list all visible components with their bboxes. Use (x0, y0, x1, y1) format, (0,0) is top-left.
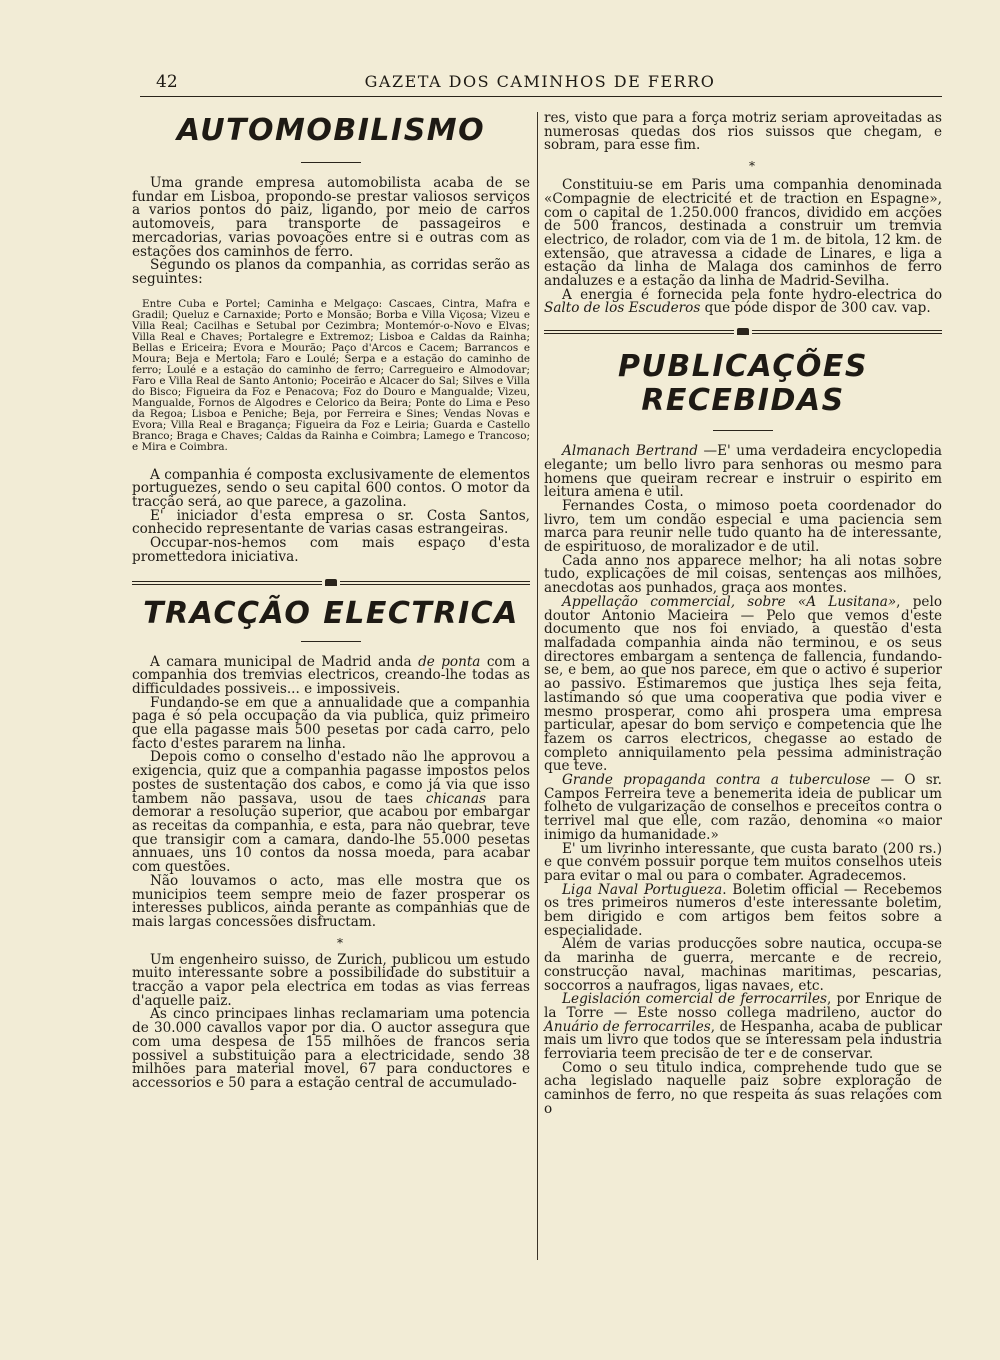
page-number: 42 (156, 72, 178, 92)
column-rule (537, 112, 538, 1260)
routes-list: Entre Cuba e Portel; Caminha e Melgaço: Cascaes, Cintra, Mafra e Gradil; Queluz e Carnaxide; Porto e Monsão; Borba e Villa Viçosa; Vizeu e Villa Real; Cacilhas e Setubal por Cezimbra; Montemór-o-Novo e Elvas; Villa Real e Chaves; Portalegre e Extremoz; Lisboa e Caldas da Rainha; Bellas e Ericeira; Evora e Mourão; Paço d'Arcos e Cacem; Barrancos e Moura; Beja e Mertola; Faro e Loulé; Serpa e a estação do caminho de ferro; Loulé e a estação do caminho de ferro; Carregueiro e Almodovar; Faro e Villa Real de Santo Antonio; Poceirão e Alcacer do Sal; Silves e Villa do Bisco; Figueira da Foz e Penacova; Foz do Douro e Mangualde; Vizeu, Mangualde, Fornos de Algodres e Celorico da Beira; Ponte do Lima e Peso da Regoa; Lisboa e Peniche; Beja, por Ferreira e Sines; Vendas Novas e Evora; Villa Real e Bragança; Figueira da Foz e Leiria; Guarda e Castello Branco; Braga e Chaves; Caldas da Rainha e Coimbra; Lamego e Trancoso; e Mira e Coimbra. (132, 297, 530, 453)
paragraph: Appellação commercial, sobre «A Lusitana», pelo doutor Antonio Macieira — Pelo que vemos d'este documento que nos foi enviado, a questão d'esta malfadada companhia ainda não terminou, e os seus directores embargam a sentença de fallencia, fundando-se, e bem, ao que nos parece, em que o activo é superior ao passivo. Estimaremos que justiça lhes seja feita, lastimando só que uma cooperativa que podia viver e mesmo prosperar, como ahi prospera uma empresa particular, apesar do bom serviço e competencia que lhe fazem os carros electricos, chegasse ao estado de completo anniquilamento pela pessima administração que teve. (544, 593, 943, 775)
publicacoes-section (544, 350, 942, 1116)
page-header (140, 72, 940, 98)
ornament-divider (132, 575, 530, 591)
section-star: * (749, 159, 755, 174)
section-title-automobilismo: AUTOMOBILISMO (176, 113, 486, 148)
paragraph: Não louvamos o acto, mas elle mostra que os municipios teem sempre meio de fazer prosperar os interesses publicos, ainda perante as companhias que de mais largas concessões disfructam. (132, 872, 530, 930)
title-rule (301, 641, 361, 642)
paragraph: A camara municipal de Madrid anda de ponta com a companhia dos tremvias electricos, creando-lhe todas as difficuldades possiveis... e impossiveis. (132, 653, 531, 697)
paragraph-continued: res, visto que para a força motriz seriam aproveitadas as numerosas quedas dos rios suissos que chegam, e sobram, para esse fim. (544, 110, 942, 154)
paragraph: E' um livrinho interessante, que custa barato (200 rs.) e que convém possuir porque tem muitos conselhos uteis para evitar o mal ou para o combater. Agradecemos. (544, 840, 942, 884)
ornament-divider (544, 324, 942, 340)
paragraph: Segundo os planos da companhia, as corridas serão as seguintes: (132, 257, 530, 287)
paragraph: Depois como o conselho d'estado não lhe approvou a exigencia, quiz que a companhia pagasse impostos pelos postes de sustentação dos cabos, e como já via que isso tambem não passava, usou de taes chicanas para demorar a resolução superior, que acabou por embargar as receitas da companhia, e esta, para não quebrar, teve que transigir com a camara, dando-lhe 55.000 pesetas annuaes, uns 10 contos da nossa moeda, para acabar com questões. (132, 749, 530, 876)
title-rule (713, 430, 773, 431)
paragraph: As cinco principaes linhas reclamariam uma potencia de 30.000 cavallos vapor por dia. O auctor assegura que com uma despesa de 155 milhões de francos seria possivel a substituição para a electricidade, sendo 38 milhões para material movel, 67 para conductores e accessorios e 50 para a estação central de accumulado- (132, 1006, 530, 1091)
paragraph: Além de varias producções sobre nautica, occupa-se da marinha de guerra, mercante e de recreio, construcção naval, machinas maritimas, pescarias, soccorros a naufragos, ligas navaes, etc. (544, 936, 942, 994)
right-column (544, 112, 942, 1117)
ornament-icon (734, 325, 752, 337)
paragraph: Legislación comercial de ferrocarriles, por Enrique de la Torre — Este nosso collega madrileno, auctor do Anuário de ferrocarriles, de Hespanha, acaba de publicar mais um livro que todos que se interessam pela industria ferroviaria teem precisão de ter e de conservar. (544, 991, 942, 1063)
title-rule (301, 162, 361, 163)
paragraph: A companhia é composta exclusivamente de elementos portuguezes, sendo o seu capital 600 contos. O motor da tracção será, ao que parece, a gazolina. (132, 466, 530, 511)
paragraph: Grande propaganda contra a tuberculose — O sr. Campos Ferreira teve a benemerita ideia de publicar um folheto de vulgarização de conselhos e preceitos contra o terrivel mal que elle, com razão, denomina «o maior inimigo da humanidade.» (544, 772, 942, 843)
paragraph: Almanach Bertrand —E' uma verdadeira encyclopedia elegante; um bello livro para senhoras ou mesmo para homens que queiram recrear e instruir o espirito em leitura amena e util. (544, 443, 942, 501)
paragraph: Fundando-se em que a annualidade que a companhia paga é só pela occupação da via publica, quiz primeiro que ella pagasse mais 500 pesetas por cada carro, pelo facto d'estes pararem na linha. (132, 694, 530, 752)
traccao-section (132, 597, 530, 1091)
section-title-publicacoes: PUBLICAÇÕES RECEBIDAS (618, 349, 868, 419)
automobilismo-section (132, 114, 530, 565)
paragraph: Um engenheiro suisso, de Zurich, publicou um estudo muito interessante sobre a possibilidade do substituir a tracção a vapor pela electrica em todas as vias ferreas d'aquelle paiz. (132, 951, 530, 1009)
paragraph: Cada anno nos apparece melhor; ha ali notas sobre tudo, explicações de mil coisas, sentenças aos milhões, anecdotas aos punhados, graça aos montes. (544, 552, 942, 597)
paragraph: Liga Naval Portugueza. Boletim official — Recebemos os tres primeiros numeros d'este interessante boletim, bem dirigido e com artigos bem feitos sobre a especialidade. (544, 881, 943, 939)
left-column (132, 112, 530, 1091)
paragraph: Occupar-nos-hemos com mais espaço d'esta promettedora iniciativa. (132, 535, 530, 565)
ornament-icon (322, 576, 340, 588)
paragraph: A energia é fornecida pela fonte hydro-electrica do Salto de los Escuderos que póde dispor de 300 cav. vap. (544, 286, 942, 317)
paragraph: Uma grande empresa automobilista acaba de se fundar em Lisboa, propondo-se prestar valiosos serviços a varios pontos do paiz, ligando, por meio de carros automoveis, para transporte de passageiros e mercadorias, varias povoações entre si e outras com as estações dos caminhos de ferro. (132, 175, 530, 260)
paragraph: E' iniciador d'esta empresa o sr. Costa Santos, conhecido representante de varias casas estrangeiras. (132, 507, 530, 538)
running-title: GAZETA DOS CAMINHOS DE FERRO (364, 72, 716, 91)
paragraph: Fernandes Costa, o mimoso poeta coordenador do livro, tem um condão especial e uma paciencia sem marca para reunir nelle tudo quanto ha de interessante, de espirituoso, de moralizador e de util. (544, 497, 942, 556)
header-rule (140, 96, 942, 97)
section-star: * (337, 935, 343, 950)
section-title-traccao: TRACÇÃO ELECTRICA (143, 595, 519, 631)
paragraph: Constituiu-se em Paris uma companhia denominada «Compagnie de electricité et de traction en Espagne», com o capital de 1.250.000 francos, dividido em acções de 500 francos, destinada a construir um tremvia electrico, de rolador, com via de 1 m. de bitola, 12 km. de extensão, que atravessa a cidade de Linares, e liga a estação da linha de Malaga dos caminhos de ferro andaluzes e a estação da linha de Madrid-Sevilha. (544, 177, 942, 290)
paragraph: Como o seu titulo indica, comprehende tudo que se acha legislado naquelle paiz sobre exploração de caminhos de ferro, no que respeita ás suas relações com o (544, 1059, 942, 1117)
